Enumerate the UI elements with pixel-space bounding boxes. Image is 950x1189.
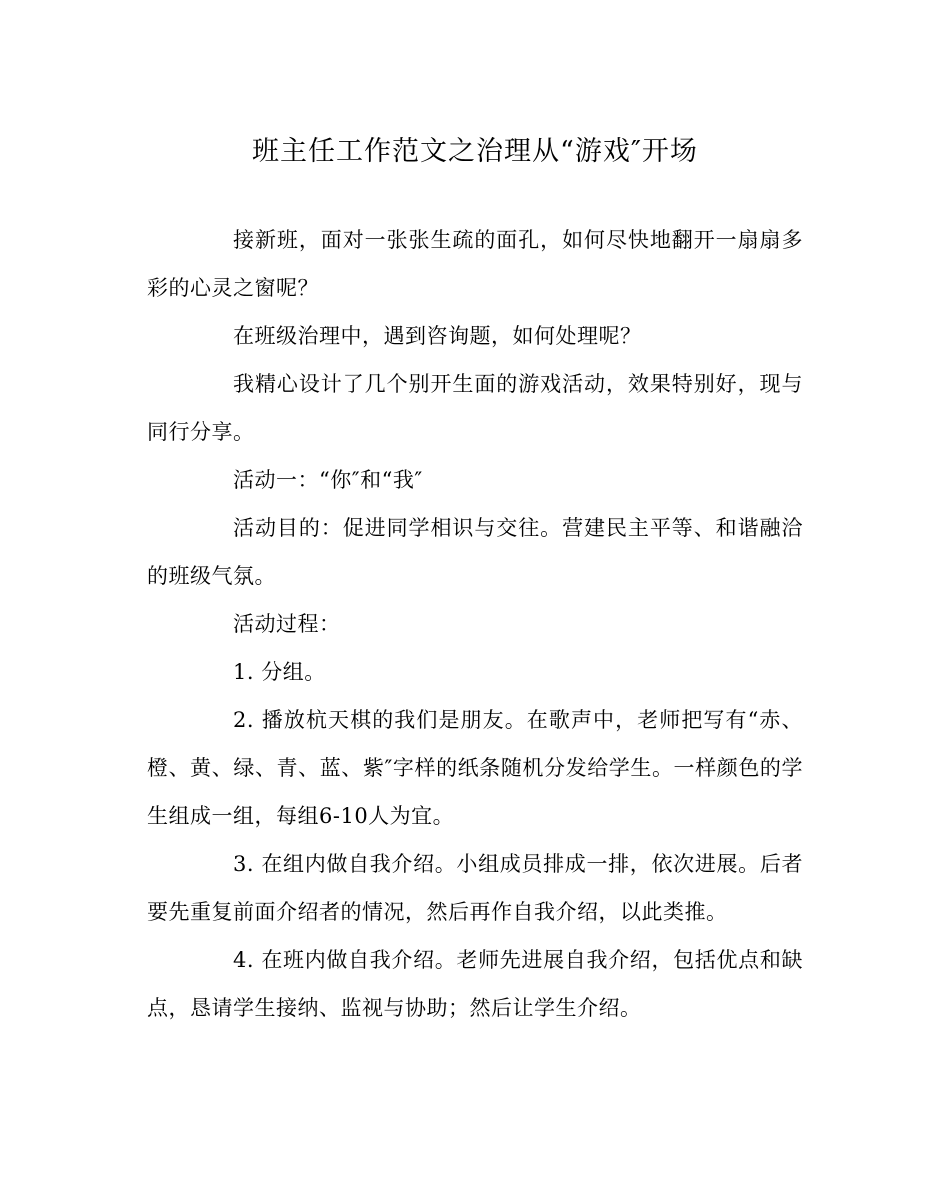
step-4: 4. 在班内做自我介绍。老师先进展自我介绍，包括优点和缺点，恳请学生接纳、监视与协助；然后让学生介绍。	[147, 948, 803, 1020]
activity-purpose: 活动目的：促进同学相识与交往。营建民主平等、和谐融洽的班级气氛。	[147, 516, 803, 588]
paragraph-intro: 接新班，面对一张张生疏的面孔，如何尽快地翻开一扇扇多彩的心灵之窗呢？	[147, 228, 803, 300]
activity-process-heading: 活动过程：	[233, 612, 341, 636]
document-title: 班主任工作范文之治理从“游戏″开场	[252, 136, 698, 167]
step-3: 3. 在组内做自我介绍。小组成员排成一排，依次进展。后者要先重复前面介绍者的情况，然后再作自我介绍，以此类推。	[147, 852, 803, 924]
document-body	[147, 216, 803, 1032]
activity-heading: 活动一：“你″和“我″	[233, 468, 423, 492]
step-1: 1. 分组。	[233, 660, 326, 684]
step-2: 2. 播放杭天棋的我们是朋友。在歌声中，老师把写有“赤、橙、黄、绿、青、蓝、紫″字样的纸条随机分发给学生。一样颜色的学生组成一组，每组6-10人为宜。	[147, 708, 803, 828]
paragraph-question: 在班级治理中，遇到咨询题，如何处理呢？	[233, 324, 642, 348]
paragraph-sharing: 我精心设计了几个别开生面的游戏活动，效果特别好，现与同行分享。	[147, 372, 803, 444]
